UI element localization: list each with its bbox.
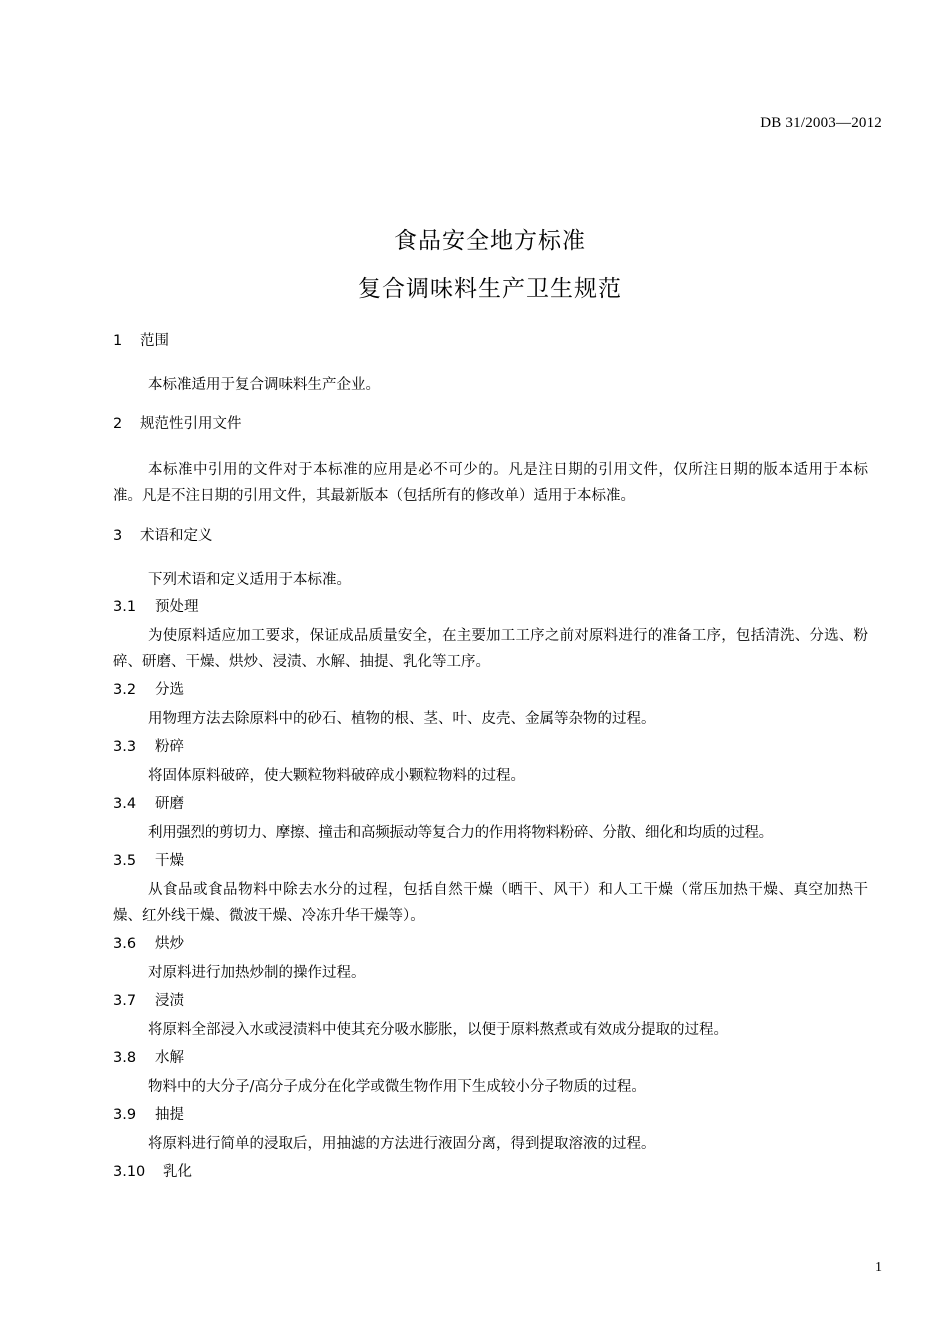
section-title: 粉碎 bbox=[155, 739, 184, 755]
section-text-2: 本标准中引用的文件对于本标准的应用是必不可少的。凡是注日期的引用文件，仅所注日期的版本适用于本标准。凡是不注日期的引用文件，其最新版本（包括所有的修改单）适用于本标准。 bbox=[113, 462, 868, 504]
section-heading-3-5 bbox=[113, 850, 868, 872]
section-text-3-7: 将原料全部浸入水或浸渍料中使其充分吸水膨胀，以便于原料熬煮或有效成分提取的过程。 bbox=[148, 1022, 728, 1038]
section-heading-3-4 bbox=[113, 793, 868, 815]
document-title-line2: 复合调味料生产卫生规范 bbox=[358, 276, 622, 302]
section-text-3: 下列术语和定义适用于本标准。 bbox=[148, 572, 351, 588]
section-number: 3.3 bbox=[113, 739, 137, 755]
section-number: 3.4 bbox=[113, 796, 137, 812]
section-title: 乳化 bbox=[163, 1164, 192, 1180]
section-heading-3-2 bbox=[113, 679, 868, 701]
section-title: 干燥 bbox=[155, 853, 184, 869]
section-title: 抽提 bbox=[155, 1107, 184, 1123]
section-title: 规范性引用文件 bbox=[140, 416, 242, 432]
section-title: 术语和定义 bbox=[140, 528, 213, 544]
section-text-3-4: 利用强烈的剪切力、摩擦、撞击和高频振动等复合力的作用将物料粉碎、分散、细化和均质的过程。 bbox=[148, 825, 773, 841]
section-number: 3.2 bbox=[113, 682, 137, 698]
section-text-3-1: 为使原料适应加工要求，保证成品质量安全，在主要加工工序之前对原料进行的准备工序，包括清洗、分选、粉碎、研磨、干燥、烘炒、浸渍、水解、抽提、乳化等工序。 bbox=[113, 628, 868, 670]
section-text-3-3: 将固体原料破碎，使大颗粒物料破碎成小颗粒物料的过程。 bbox=[148, 768, 525, 784]
section-number: 3.9 bbox=[113, 1107, 137, 1123]
section-title: 分选 bbox=[155, 682, 184, 698]
section-heading-3-6 bbox=[113, 933, 868, 955]
section-number: 2 bbox=[113, 416, 123, 432]
section-text-3-9: 将原料进行简单的浸取后，用抽滤的方法进行液固分离，得到提取溶液的过程。 bbox=[148, 1136, 656, 1152]
section-heading-3-1 bbox=[113, 596, 868, 618]
standard-code: DB 31/2003—2012 bbox=[760, 115, 882, 131]
section-number: 3.6 bbox=[113, 936, 137, 952]
section-number: 3.10 bbox=[113, 1164, 146, 1180]
section-heading-3-7 bbox=[113, 990, 868, 1012]
section-text-3-6: 对原料进行加热炒制的操作过程。 bbox=[148, 965, 366, 981]
section-text-3-8: 物料中的大分子/高分子成分在化学或微生物作用下生成较小分子物质的过程。 bbox=[148, 1079, 646, 1095]
section-title: 烘炒 bbox=[155, 936, 184, 952]
section-title: 范围 bbox=[140, 333, 169, 349]
page-number: 1 bbox=[875, 1260, 882, 1275]
section-title: 水解 bbox=[155, 1050, 184, 1066]
section-heading-1 bbox=[113, 330, 868, 352]
document-title-line1: 食品安全地方标准 bbox=[394, 228, 586, 254]
section-number: 3 bbox=[113, 528, 123, 544]
section-text-3-5: 从食品或食品物料中除去水分的过程，包括自然干燥（晒干、风干）和人工干燥（常压加热干燥、真空加热干燥、红外线干燥、微波干燥、冷冻升华干燥等）。 bbox=[113, 882, 868, 924]
section-heading-3 bbox=[113, 525, 868, 547]
section-heading-3-8 bbox=[113, 1047, 868, 1069]
document-body bbox=[113, 330, 868, 1183]
section-title: 预处理 bbox=[155, 599, 199, 615]
section-number: 3.5 bbox=[113, 853, 137, 869]
section-number: 3.7 bbox=[113, 993, 137, 1009]
section-heading-3-10 bbox=[113, 1161, 868, 1183]
section-heading-2 bbox=[113, 413, 868, 435]
section-heading-3-3 bbox=[113, 736, 868, 758]
section-number: 3.1 bbox=[113, 599, 137, 615]
section-text-3-2: 用物理方法去除原料中的砂石、植物的根、茎、叶、皮壳、金属等杂物的过程。 bbox=[148, 711, 656, 727]
section-heading-3-9 bbox=[113, 1104, 868, 1126]
section-number: 1 bbox=[113, 333, 123, 349]
section-number: 3.8 bbox=[113, 1050, 137, 1066]
section-title: 浸渍 bbox=[155, 993, 184, 1009]
section-text-1: 本标准适用于复合调味料生产企业。 bbox=[148, 377, 380, 393]
section-title: 研磨 bbox=[155, 796, 184, 812]
